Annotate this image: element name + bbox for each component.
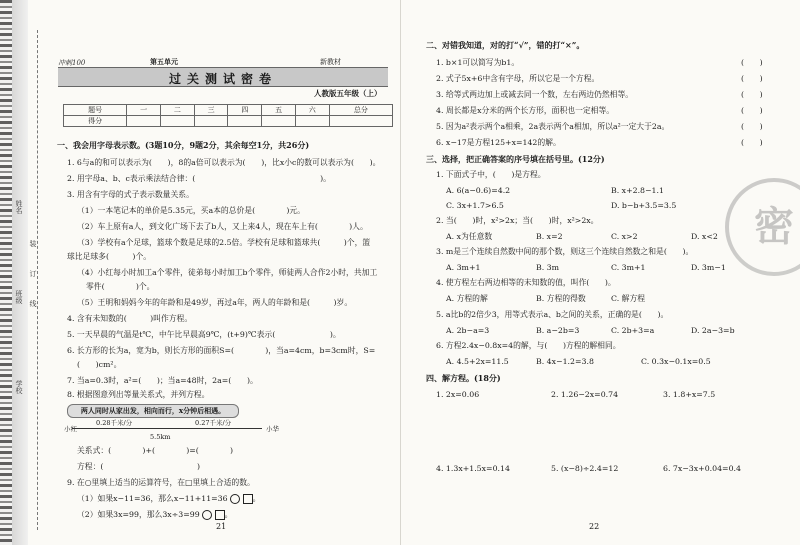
tf-question: 5. 因为a²表示两个a相乘，2a表示两个a相加，所以a²一定大于2a。	[436, 122, 670, 131]
score-cell: 总分	[329, 105, 392, 116]
question-text: 球比足球多( )个。	[67, 252, 152, 261]
side-mark-1: 装	[29, 240, 37, 247]
equation: 6. 7x−3x+0.04=0.4	[663, 464, 741, 473]
equation: 5. (x−8)÷2.4=12	[551, 464, 619, 473]
tf-answer-bracket[interactable]: ( )	[741, 58, 763, 67]
score-table-score-row	[64, 116, 393, 127]
equation: 3. 1.8+x=7.5	[663, 390, 716, 399]
equation: 4. 1.3x+1.5x=0.14	[436, 464, 510, 473]
section-1-heading: 一、我会用字母表示数。(3题10分，9题2分，其余每空1分，共26分)	[57, 140, 310, 150]
edition-label: 人教版五年级（上）	[314, 89, 382, 98]
score-cell: 得分	[64, 116, 127, 127]
mc-option[interactable]: D. 3m−1	[691, 263, 726, 272]
tf-answer-bracket[interactable]: ( )	[741, 74, 763, 83]
equation: 2. 1.26−2x=0.74	[551, 390, 619, 399]
mc-question: 5. a比b的2倍少3，用等式表示a、b之间的关系，正确的是( )。	[436, 310, 669, 319]
tf-question: 2. 式子5x+6中含有字母，所以它是一个方程。	[436, 74, 600, 83]
diagram-label-to: 小华	[266, 425, 279, 433]
mc-option[interactable]: C. 0.3x−0.1x=0.5	[641, 357, 711, 366]
question-row: （1）如果x−11=36，那么x−11+11=36 。	[77, 494, 261, 503]
score-input-cell[interactable]	[161, 116, 195, 127]
question-text: 9. 在○里填上适当的运算符号，在□里填上合适的数。	[67, 478, 255, 487]
page-number-left: 21	[216, 522, 227, 531]
section-2-heading: 二、对错我知道，对的打“√”，错的打“×”。	[426, 40, 585, 50]
mc-question: 3. m是三个连续自然数中间的那个数，则这三个连续自然数之和是( )。	[436, 247, 694, 256]
mc-question: 4. 使方程左右两边相等的未知数的值，叫作( )。	[436, 278, 616, 287]
mc-option[interactable]: C. 2b+3=a	[611, 326, 655, 335]
question-text: 方程：( )	[77, 462, 201, 471]
question-text: 2. 用字母a、b、c表示乘法结合律：( )。	[67, 174, 331, 183]
mc-option[interactable]: C. 3x+1.7>6.5	[446, 201, 504, 210]
question-text: （1）一本笔记本的单价是5.35元，买a本的总价是( )元。	[77, 206, 305, 215]
mc-option[interactable]: A. 4.5+2x=11.5	[446, 357, 509, 366]
tf-answer-bracket[interactable]: ( )	[741, 138, 763, 147]
diagram-speed-1: 0.28千米/分	[96, 419, 133, 427]
mc-option[interactable]: D. 2a−3=b	[691, 326, 735, 335]
mc-option[interactable]: A. 6(a−0.6)=4.2	[446, 186, 511, 195]
unit-label: 第五单元	[150, 57, 178, 66]
binding-edge	[0, 0, 12, 545]
mc-option[interactable]: B. 4x−1.2=3.8	[536, 357, 594, 366]
score-cell: 三	[194, 105, 228, 116]
score-table	[63, 104, 393, 127]
score-input-cell[interactable]	[228, 116, 262, 127]
mc-option[interactable]: B. 3m	[536, 263, 560, 272]
tf-question: 3. 给等式两边加上或减去同一个数，左右两边仍然相等。	[436, 90, 634, 99]
equation: 1. 2x=0.06	[436, 390, 480, 399]
brand-logo: 冲刺100	[58, 59, 86, 67]
section-3-heading: 三、选择，把正确答案的序号填在括号里。(12分)	[426, 154, 605, 164]
tf-question: 4. 周长都是x分米的两个长方形，面积也一定相等。	[436, 106, 615, 115]
binding-shadow	[12, 0, 28, 545]
title-banner	[58, 67, 388, 87]
new-edition-tag: 新教材	[320, 58, 341, 66]
diagram-banner: 两人同时从家出发，相向而行，x分钟后相遇。	[67, 404, 239, 418]
score-table-header-row	[64, 105, 393, 116]
question-text: （4）小红每小时加工a个零件，徒弟每小时加工b个零件，师徒两人合作2小时，共加工	[77, 268, 378, 277]
mc-option[interactable]: C. 3m+1	[611, 263, 646, 272]
question-text: （2）如果3x=99，那么3x÷3=99	[77, 510, 200, 519]
question-text: 3. 用含有字母的式子表示数量关系。	[67, 190, 194, 199]
side-label-class: 班级	[15, 290, 23, 304]
mc-option[interactable]: A. x为任意数	[446, 232, 493, 241]
page-number-right: 22	[589, 522, 600, 531]
side-label-school: 学校	[15, 380, 23, 394]
mc-option[interactable]: A. 3m+1	[446, 263, 481, 272]
question-text: 1. 6与a的和可以表示为( )，8的a倍可以表示为( )，比x小c的数可以表示为( )。	[67, 158, 381, 167]
score-input-cell[interactable]	[127, 116, 161, 127]
answer-square[interactable]	[243, 494, 253, 504]
score-input-cell[interactable]	[295, 116, 329, 127]
mc-option[interactable]: C. x>2	[611, 232, 638, 241]
question-text: （2）车上原有a人，到文化广场下去了b人，又上来4人，现在车上有( )人。	[77, 222, 368, 231]
mc-option[interactable]: B. a−2b=3	[536, 326, 580, 335]
score-input-cell[interactable]	[329, 116, 392, 127]
mc-option[interactable]: B. x=2	[536, 232, 563, 241]
page-title: 过关测试密卷	[168, 72, 277, 86]
question-text: ( )cm²。	[77, 360, 122, 369]
side-mark-3: 线	[29, 300, 37, 307]
question-text: （3）学校有a个足球，篮球个数是足球的2.5倍。学校有足球和篮球共( )个，篮	[77, 238, 371, 247]
side-label-name: 姓名	[15, 200, 23, 214]
diagram-distance-line	[72, 428, 262, 429]
mc-option[interactable]: A. 方程的解	[446, 294, 488, 303]
diagram-label-from: 小红	[64, 425, 77, 433]
operator-circle[interactable]	[202, 510, 212, 520]
diagram-speed-2: 0.27千米/分	[195, 419, 232, 427]
section-4-heading: 四、解方程。(18分)	[426, 373, 501, 383]
score-cell: 一	[127, 105, 161, 116]
score-cell: 四	[228, 105, 262, 116]
mc-option[interactable]: D. b−b+3.5=3.5	[611, 201, 677, 210]
question-text: 5. 一天早晨的气温是t℃，中午比早晨高9℃，(t+9)℃表示( )。	[67, 330, 341, 339]
mc-option[interactable]: C. 解方程	[611, 294, 646, 303]
question-text: 7. 当a=0.3时，a²=( )；当a=48时，2a=( )。	[67, 376, 258, 385]
side-mark-2: 订	[29, 270, 37, 277]
right-page	[400, 0, 800, 545]
score-cell: 二	[161, 105, 195, 116]
score-input-cell[interactable]	[262, 116, 296, 127]
score-cell: 五	[262, 105, 296, 116]
operator-circle[interactable]	[230, 494, 240, 504]
question-text: 8. 根据图意列出等量关系式，并列方程。	[67, 390, 210, 399]
question-row: （2）如果3x=99，那么3x÷3=99 。	[77, 510, 233, 519]
cut-line	[37, 30, 38, 530]
question-text: （5）王明和妈妈今年的年龄和是49岁，再过a年，两人的年龄和是( )岁。	[77, 298, 353, 307]
tf-answer-bracket[interactable]: ( )	[741, 122, 763, 131]
score-cell: 题号	[64, 105, 127, 116]
mc-option[interactable]: D. x<2	[691, 232, 718, 241]
diagram-distance: 5.5km	[150, 433, 171, 441]
answer-square[interactable]	[215, 510, 225, 520]
tf-answer-bracket[interactable]: ( )	[741, 106, 763, 115]
question-text: 4. 含有未知数的( )叫作方程。	[67, 314, 193, 323]
confidential-stamp: 密	[725, 178, 800, 276]
mc-option[interactable]: B. 方程的得数	[536, 294, 586, 303]
mc-question: 1. 下面式子中，( )是方程。	[436, 170, 546, 179]
score-cell: 六	[295, 105, 329, 116]
mc-option[interactable]: A. 2b−a=3	[446, 326, 490, 335]
mc-question: 2. 当( )时，x²>2x；当( )时，x²>2x。	[436, 216, 599, 225]
mc-question: 6. 方程2.4x−0.8x=4的解，与( )方程的解相同。	[436, 341, 621, 350]
tf-answer-bracket[interactable]: ( )	[741, 90, 763, 99]
tf-question: 1. b×1可以简写为b1。	[436, 58, 520, 67]
tf-question: 6. x−17是方程125+x=142的解。	[436, 138, 561, 147]
question-text: 关系式：( )+( )=( )	[77, 446, 234, 455]
question-text: （1）如果x−11=36，那么x−11+11=36	[77, 494, 228, 503]
question-text: 6. 长方形的长为a，宽为b，则长方形的面积S=( )，当a=4cm，b=3cm时，S=	[67, 346, 376, 355]
score-input-cell[interactable]	[194, 116, 228, 127]
mc-option[interactable]: B. x+2.8−1.1	[611, 186, 664, 195]
question-text: 零件( )个。	[86, 282, 155, 291]
